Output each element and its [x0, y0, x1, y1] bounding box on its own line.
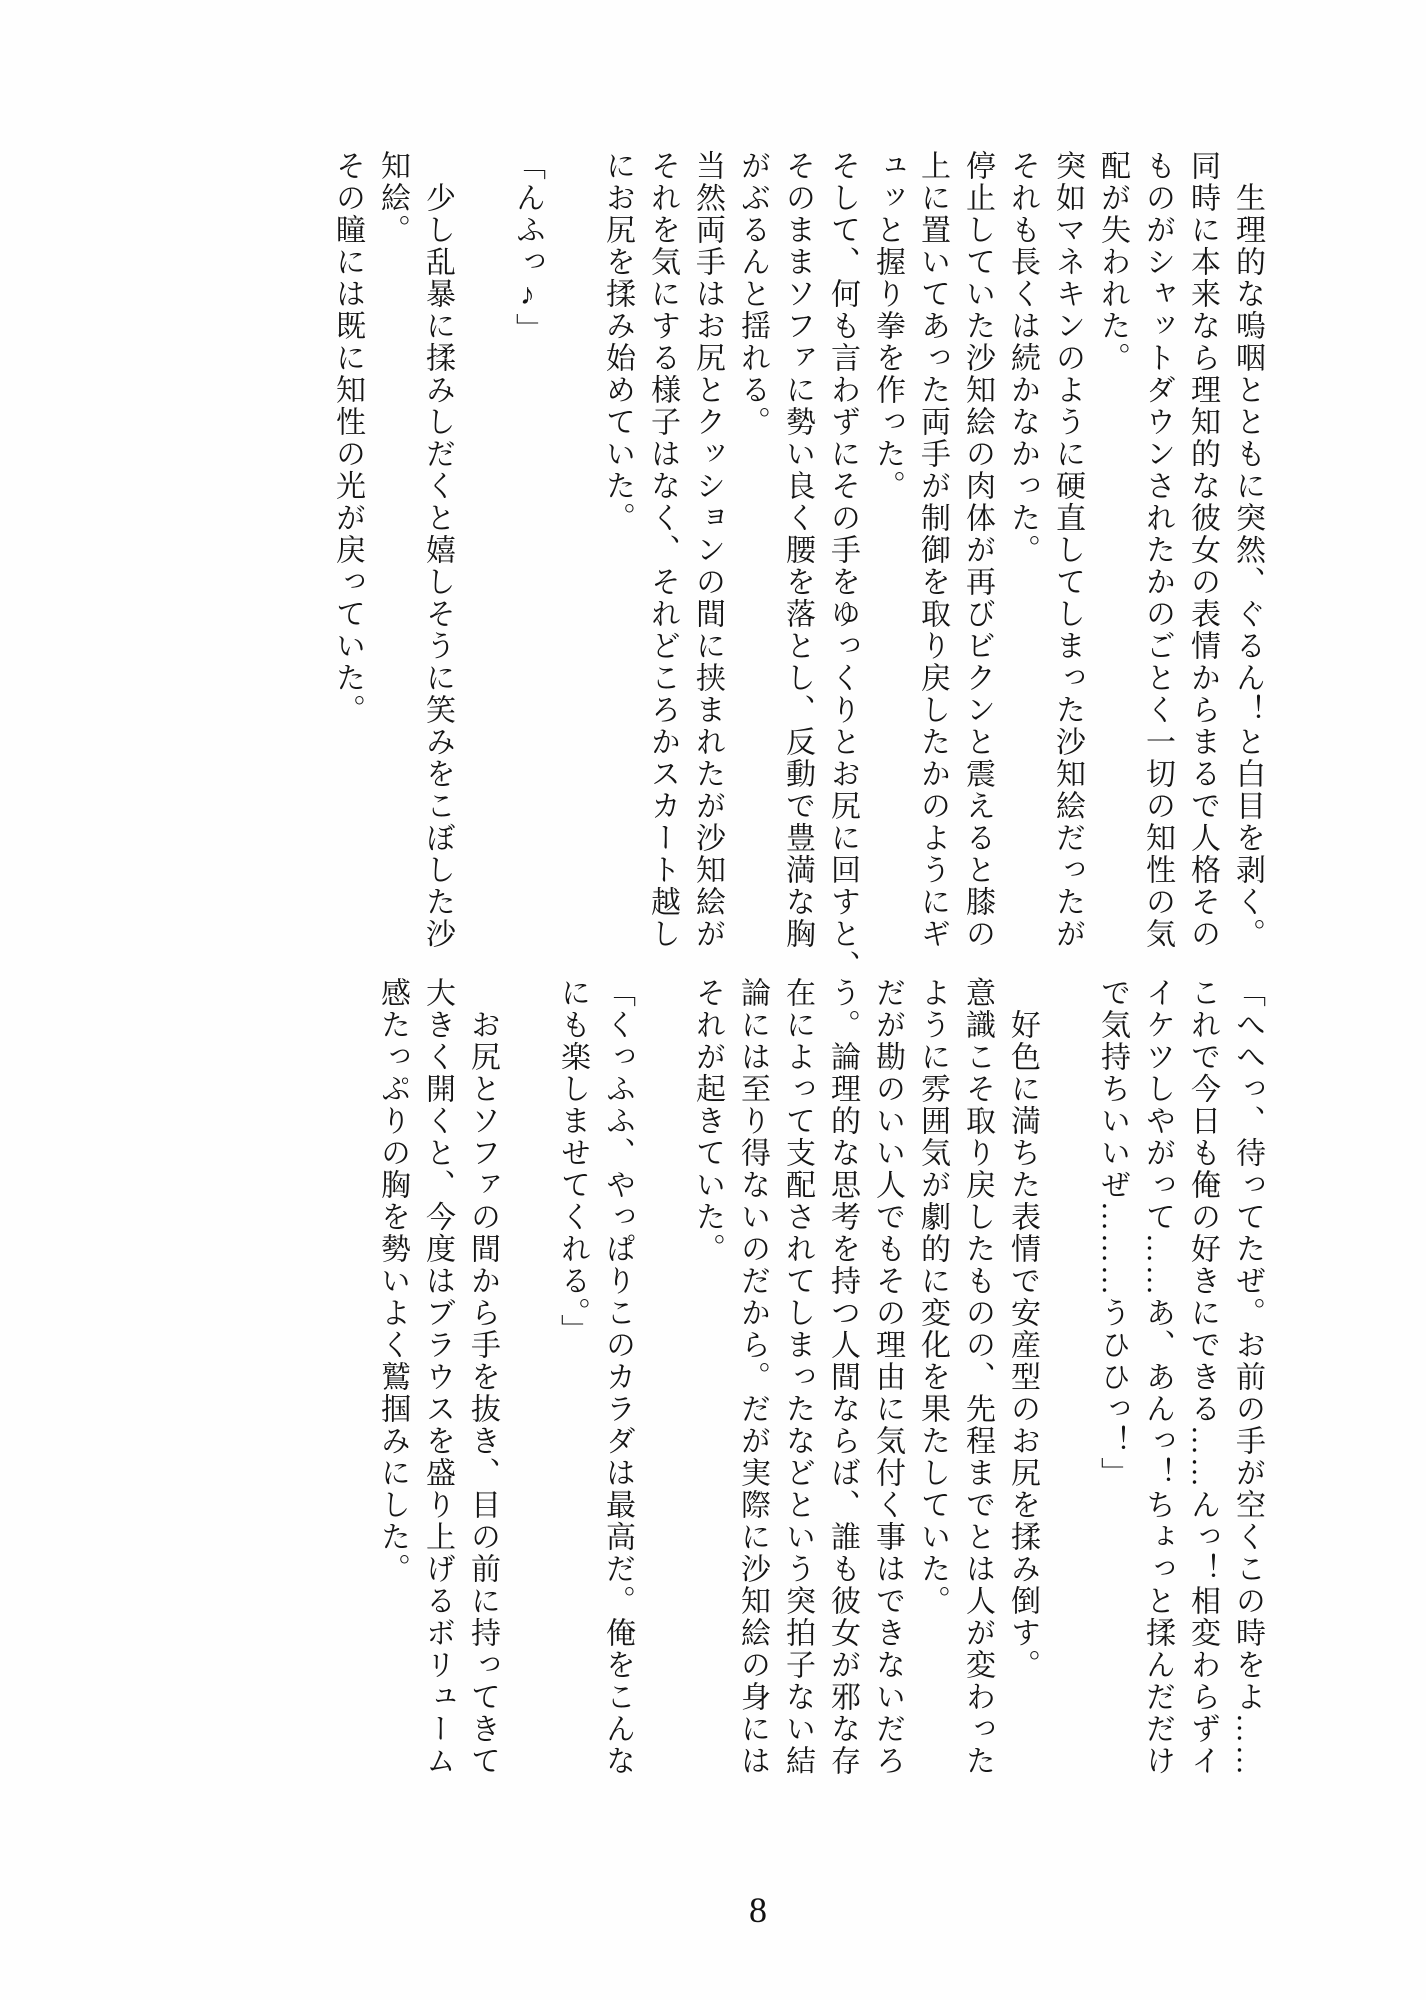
text-column: にお尻を揉み始めていた。 — [601, 150, 634, 534]
text-column: 好色に満ちた表情で安産型のお尻を揉み倒す。 — [1006, 977, 1039, 1681]
text-column: 同時に本来なら理知的な彼女の表情からまるで人格その — [1186, 150, 1219, 950]
blank-column — [467, 150, 497, 962]
text-column: 「へへっ、待ってたぜ。お前の手が空くこの時をよ…… — [1231, 977, 1264, 1777]
text-column: それを気にする様子はなく、それどころかスカート越し — [646, 150, 679, 950]
blank-column — [1052, 977, 1082, 1792]
text-column: ように雰囲気が劇的に変化を果たしていた。 — [916, 977, 949, 1617]
text-column: がぶるんと揺れる。 — [736, 150, 769, 438]
text-column: 配が失われた。 — [1096, 150, 1129, 374]
text-column: その瞳には既に知性の光が戻っていた。 — [331, 150, 364, 726]
text-column: それが起きていた。 — [691, 977, 724, 1265]
text-column: にも楽しませてくれる。」 — [556, 977, 589, 1346]
blank-column — [557, 150, 587, 962]
text-column: 「くっふふ、やっぱりこのカラダは最高だ。俺をこんな — [601, 977, 634, 1777]
text-column: 在によって支配されてしまったなどという突拍子ない結 — [781, 977, 814, 1777]
text-column: そして、何も言わずにその手をゆっくりとお尻に回すと、 — [826, 150, 859, 982]
text-column: だが勘のいい人でもその理由に気付く事はできないだろ — [871, 977, 904, 1777]
text-column: 停止していた沙知絵の肉体が再びビクンと震えると膝の — [961, 150, 994, 950]
text-column: 知絵。 — [376, 150, 409, 246]
text-column: 大きく開くと、今度はブラウスを盛り上げるボリューム — [421, 977, 454, 1777]
text-column: これで今日も俺の好きにできる……んっ！相変わらずイ — [1186, 977, 1219, 1777]
text-column: 論には至り得ないのだから。だが実際に沙知絵の身には — [736, 977, 769, 1777]
text-column: 当然両手はお尻とクッションの間に挟まれたが沙知絵が — [691, 150, 724, 950]
text-column: ュッと握り拳を作った。 — [871, 150, 904, 502]
text-column: 上に置いてあった両手が制御を取り戻したかのようにギ — [916, 150, 949, 950]
text-column: 感たっぷりの胸を勢いよく鷲掴みにした。 — [376, 977, 409, 1585]
text-column: そのままソファに勢い良く腰を落とし、反動で豊満な胸 — [781, 150, 814, 950]
text-column: それも長くは続かなかった。 — [1006, 150, 1039, 566]
text-column: 少し乱暴に揉みしだくと嬉しそうに笑みをこぼした沙 — [421, 150, 454, 950]
text-column: 生理的な嗚咽とともに突然、ぐるん！と白目を剥く。 — [1231, 150, 1264, 950]
text-column: お尻とソファの間から手を抜き、目の前に持ってきて — [466, 977, 499, 1777]
text-column: イケツしやがって……あ、あんっ！ちょっと揉んだだけ — [1141, 977, 1174, 1777]
text-column: 突如マネキンのように硬直してしまった沙知絵だったが — [1051, 150, 1084, 950]
top-text-block — [317, 150, 1264, 982]
text-column: で気持ちいいぜ………うひひっ！」 — [1096, 977, 1129, 1489]
text-column: 「んふっ♪」 — [511, 150, 544, 345]
text-column: う。論理的な思考を持つ人間ならば、誰も彼女が邪な存 — [826, 977, 859, 1777]
blank-column — [647, 977, 677, 1792]
blank-column — [512, 977, 542, 1792]
text-column: 意識こそ取り戻したものの、先程までとは人が変わった — [961, 977, 994, 1777]
bottom-text-block — [362, 977, 1262, 1792]
text-column: ものがシャットダウンされたかのごとく一切の知性の気 — [1141, 150, 1174, 950]
page-number: 8 — [749, 1890, 767, 1930]
